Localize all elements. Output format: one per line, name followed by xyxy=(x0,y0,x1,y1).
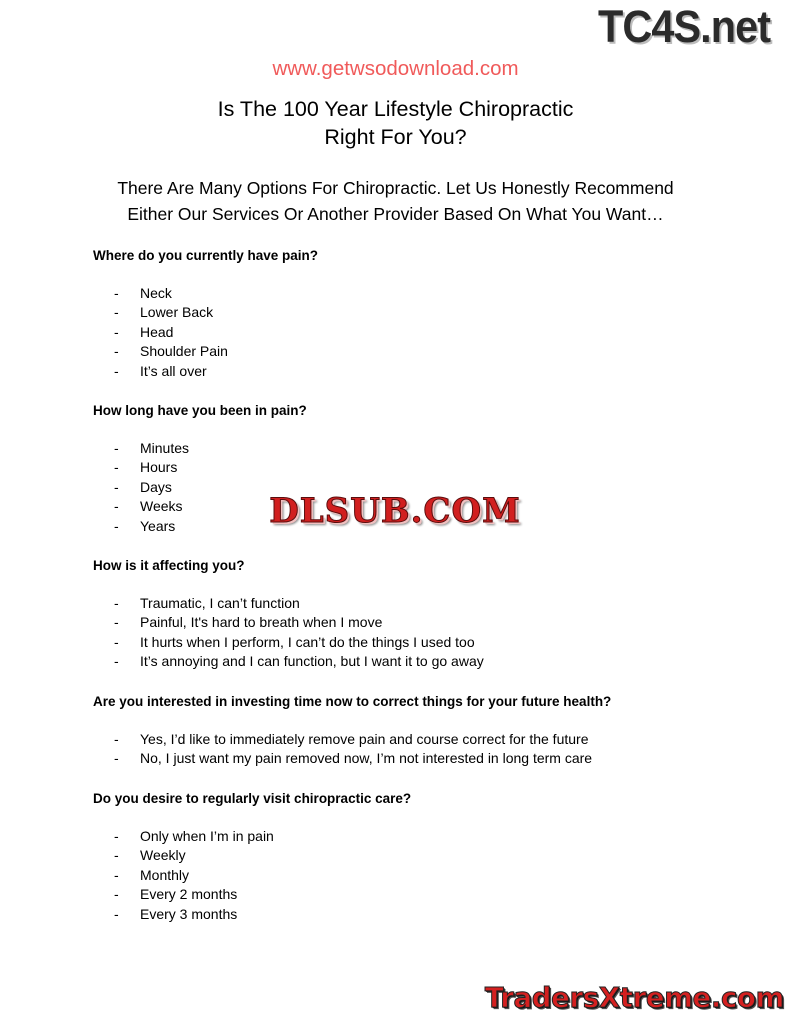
option-label: Every 2 months xyxy=(140,886,238,903)
bullet-dash: - xyxy=(114,731,119,747)
question-heading: Where do you currently have pain? xyxy=(93,248,319,263)
list-item xyxy=(93,439,733,458)
bullet-dash: - xyxy=(114,595,119,611)
option-label: Days xyxy=(140,478,172,495)
option-label: It’s all over xyxy=(140,362,207,379)
options-list xyxy=(93,594,733,672)
option-label: Years xyxy=(140,517,176,534)
bullet-dash: - xyxy=(114,440,119,456)
list-item xyxy=(93,303,733,322)
option-label: It hurts when I perform, I can’t do the things I used too xyxy=(140,633,475,650)
tc4s-watermark: TC4S.net xyxy=(598,1,771,52)
option-label: Every 3 months xyxy=(140,905,238,922)
option-label: Shoulder Pain xyxy=(140,343,228,360)
list-item xyxy=(93,323,733,342)
bullet-dash: - xyxy=(114,459,119,476)
bullet-dash: - xyxy=(114,886,119,903)
tradersxtreme-watermark: TradersXtreme.com xyxy=(484,982,784,1014)
list-item xyxy=(93,284,733,303)
bullet-dash: - xyxy=(114,847,119,864)
dlsub-watermark: DLSUB.COM xyxy=(269,491,521,531)
bullet-dash: - xyxy=(114,828,119,844)
site-url-link[interactable]: www.getwsodownload.com xyxy=(272,57,519,80)
question-section-future-health xyxy=(93,692,733,769)
bullet-dash: - xyxy=(114,517,119,534)
list-item xyxy=(93,342,733,361)
option-label: Painful, It's hard to breath when I move xyxy=(140,614,383,631)
bullet-dash: - xyxy=(114,304,119,321)
list-item xyxy=(93,905,733,924)
title-line-2: Right For You? xyxy=(324,125,467,149)
list-item xyxy=(93,594,733,613)
list-item xyxy=(93,730,733,749)
option-label: No, I just want my pain removed now, I’m not interested in long term care xyxy=(140,750,593,767)
options-list xyxy=(93,284,733,381)
option-label: Weeks xyxy=(140,498,183,515)
bullet-dash: - xyxy=(114,498,119,515)
option-label: Head xyxy=(140,323,174,340)
subtitle-line-1: There Are Many Options For Chiropractic. Let Us Honestly Recommend xyxy=(117,178,674,198)
list-item xyxy=(93,458,733,477)
bullet-dash: - xyxy=(114,866,119,883)
list-item xyxy=(93,613,733,632)
list-item xyxy=(93,362,733,381)
bullet-dash: - xyxy=(114,905,119,922)
option-label: Monthly xyxy=(140,866,190,883)
page-subtitle xyxy=(0,175,791,227)
list-item xyxy=(93,866,733,885)
bullet-dash: - xyxy=(114,653,119,670)
subtitle-line-2: Either Our Services Or Another Provider Based On What You Want… xyxy=(127,204,664,224)
question-section-pain-location xyxy=(93,246,733,381)
bullet-dash: - xyxy=(114,343,119,360)
question-heading: How is it affecting you? xyxy=(93,558,245,573)
bullet-dash: - xyxy=(114,614,119,631)
list-item xyxy=(93,827,733,846)
bullet-dash: - xyxy=(114,478,119,495)
options-list xyxy=(93,730,733,769)
option-label: Minutes xyxy=(140,440,190,456)
bullet-dash: - xyxy=(114,362,119,379)
options-list xyxy=(93,827,733,924)
list-item xyxy=(93,846,733,865)
list-item xyxy=(93,652,733,671)
option-label: Only when I’m in pain xyxy=(140,828,274,844)
question-heading: How long have you been in pain? xyxy=(93,403,307,418)
question-heading: Do you desire to regularly visit chiropractic care? xyxy=(93,791,412,806)
option-label: It’s annoying and I can function, but I want it to go away xyxy=(140,653,484,670)
question-section-pain-impact xyxy=(93,556,733,672)
page-title xyxy=(0,95,791,151)
bullet-dash: - xyxy=(114,750,119,767)
option-label: Neck xyxy=(140,285,172,301)
option-label: Weekly xyxy=(140,847,186,864)
question-section-visit-frequency xyxy=(93,789,733,924)
list-item xyxy=(93,885,733,904)
bullet-dash: - xyxy=(114,285,119,301)
bullet-dash: - xyxy=(114,323,119,340)
title-line-1: Is The 100 Year Lifestyle Chiropractic xyxy=(217,97,574,121)
option-label: Yes, I’d like to immediately remove pain and course correct for the future xyxy=(140,731,589,747)
list-item xyxy=(93,633,733,652)
bullet-dash: - xyxy=(114,633,119,650)
list-item xyxy=(93,749,733,768)
question-heading: Are you interested in investing time now to correct things for your future health? xyxy=(93,694,612,709)
option-label: Traumatic, I can’t function xyxy=(140,595,300,611)
option-label: Hours xyxy=(140,459,178,476)
option-label: Lower Back xyxy=(140,304,214,321)
